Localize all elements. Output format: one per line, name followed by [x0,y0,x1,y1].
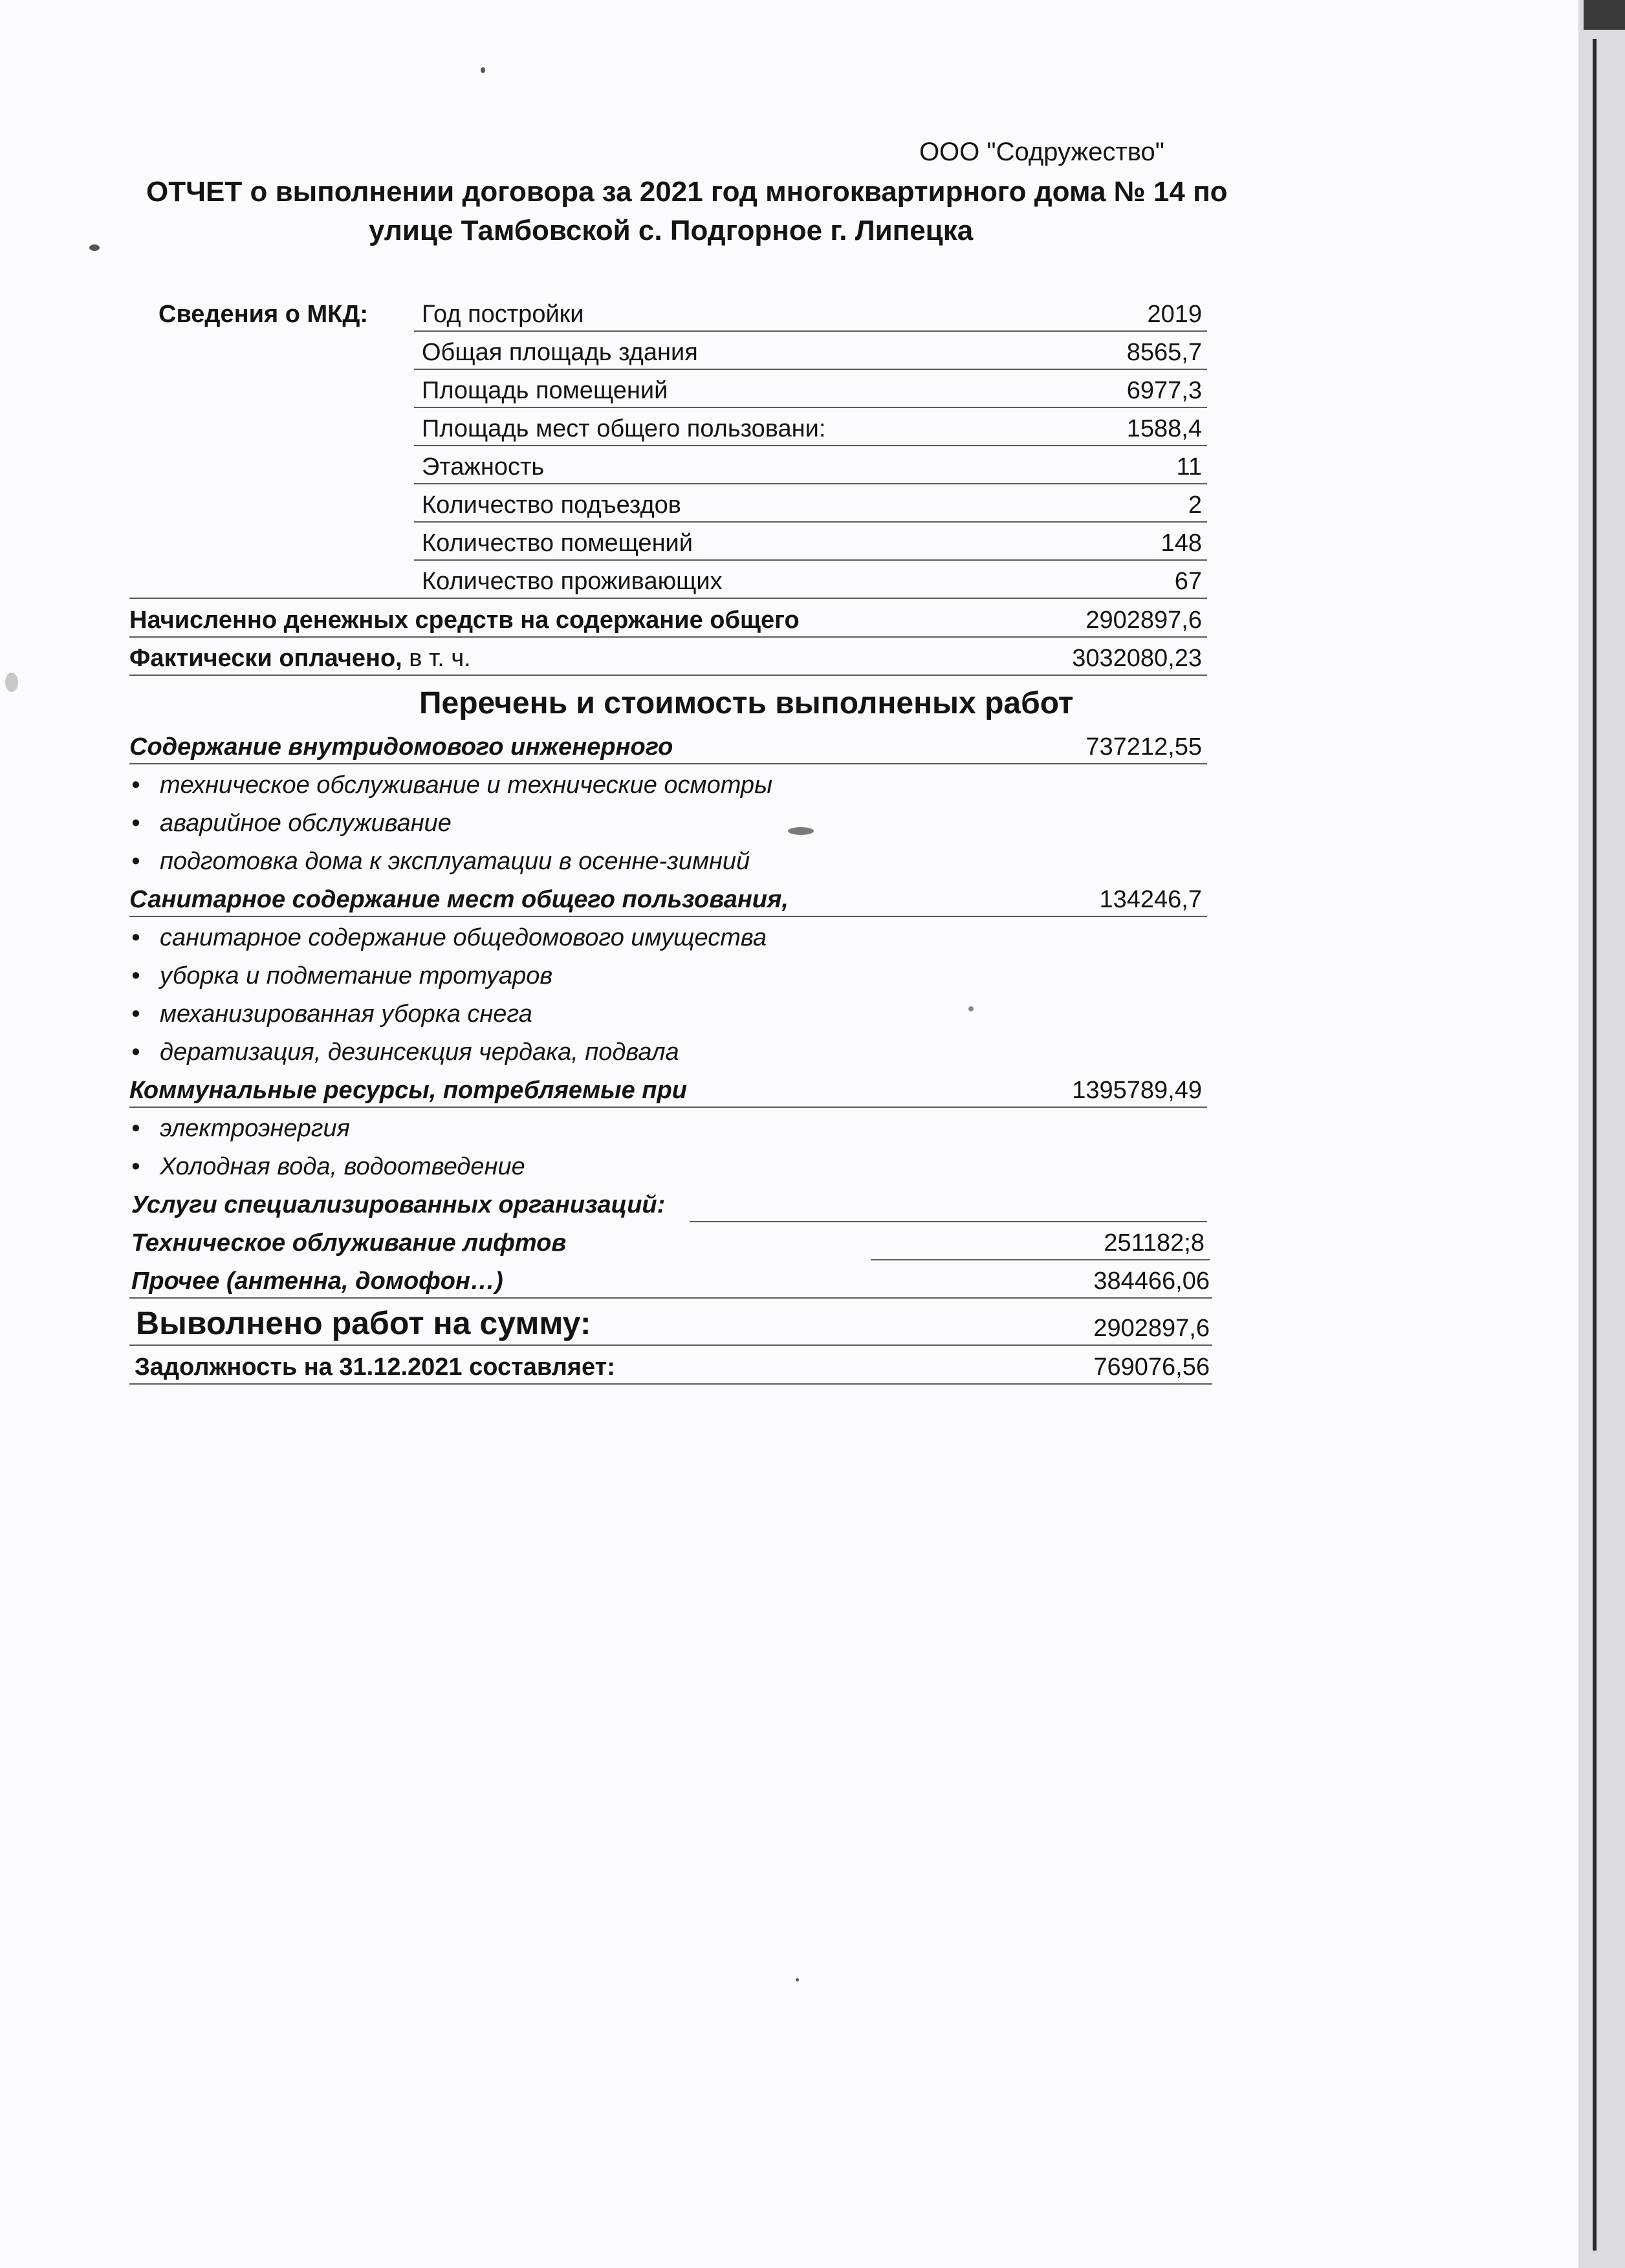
work-section-value: 134246,7 [1099,886,1202,913]
row-divider [129,1297,1212,1299]
work-section-sanitary [0,880,1578,917]
work-item [0,765,1578,803]
accrued-row [0,600,1578,638]
mkd-row-premises-area [0,371,1578,408]
specialized-row-value: 251182;8 [1104,1229,1205,1257]
work-section-utilities [0,1070,1578,1108]
paid-row [0,638,1578,676]
work-item [0,841,1578,879]
work-item-label: электроэнергия [160,1115,350,1142]
bullet-icon: • [131,1115,140,1142]
row-divider [129,1107,1207,1108]
row-divider [129,675,1207,676]
mkd-row-value: 67 [1174,568,1202,595]
mkd-row-residents [0,561,1578,599]
scanner-edge-line [1593,39,1597,2251]
work-item [0,1147,1578,1184]
row-divider [414,330,1207,332]
mkd-info-label: Сведения о МКД: [158,301,369,328]
mkd-row-value: 1588,4 [1126,415,1202,442]
debt-row [0,1347,1578,1385]
scan-speck [5,673,18,692]
bullet-icon: • [131,924,140,951]
mkd-row-label: Количество проживающих [422,568,723,595]
company-name: ООО "Содружество" [919,138,1164,166]
row-divider [414,445,1207,446]
mkd-row-premises-count [0,523,1578,561]
mkd-row-label: Этажность [422,453,545,481]
debt-label: Задолжность на 31.12.2021 составляет: [135,1354,615,1381]
bullet-icon: • [131,810,140,837]
paid-label-bold: Фактически оплачено, [129,645,402,672]
specialized-row-other [0,1261,1578,1299]
row-divider [129,636,1207,638]
mkd-row-label: Общая площадь здания [422,339,698,366]
mkd-row-label: Количество помещений [422,530,693,557]
work-section-label: Коммунальные ресурсы, потребляемые при [129,1077,687,1104]
total-done-value: 2902897,6 [1093,1315,1210,1342]
mkd-row-value: 2019 [1147,301,1202,328]
mkd-row-total-area [0,332,1578,370]
row-divider [129,1345,1212,1346]
work-section-value: 1395789,49 [1072,1077,1202,1104]
work-section-engineering [0,727,1578,764]
work-item [0,956,1578,993]
work-item-label: механизированная уборка снега [160,1000,532,1028]
work-section-value: 737212,55 [1085,733,1202,761]
mkd-row-common-area [0,409,1578,446]
row-divider [129,763,1207,764]
accrued-value: 2902897,6 [1085,607,1202,634]
bullet-icon: • [131,1153,140,1180]
mkd-row-value: 8565,7 [1126,339,1202,366]
scan-speck [481,67,485,73]
mkd-row-label: Год постройки [422,301,584,328]
total-done-row [0,1299,1578,1346]
work-item-label: Холодная вода, водоотведение [160,1153,525,1180]
debt-value: 769076,56 [1093,1354,1210,1381]
work-item-label: уборка и подметание тротуаров [160,962,553,989]
mkd-row-value: 148 [1161,530,1202,557]
accrued-label: Начисленно денежных средств на содержание общего [129,607,800,634]
work-item [0,994,1578,1031]
report-title-line-2: улице Тамбовской с. Подгорное г. Липецка [369,215,974,246]
scanner-edge [1578,0,1625,2268]
work-item-label: санитарное содержание общедомового имущества [160,924,767,951]
row-divider [129,598,1207,599]
work-item [0,1032,1578,1070]
row-divider [414,559,1207,561]
row-divider [414,369,1207,370]
bullet-icon: • [131,962,140,989]
mkd-row-year [0,294,1578,332]
mkd-row-floors [0,447,1578,484]
bullet-icon: • [131,772,140,799]
row-divider [690,1221,1207,1222]
work-item-label: аварийное обслуживание [160,810,452,837]
scan-speck [968,1006,974,1011]
row-divider [414,407,1207,408]
row-divider [414,483,1207,484]
row-divider [414,521,1207,523]
specialized-row-value: 384466,06 [1093,1268,1210,1295]
row-divider [129,916,1207,917]
work-item-label: техническое обслуживание и технические осмотры [160,772,773,799]
bullet-icon: • [131,1039,140,1066]
mkd-row-label: Количество подъездов [422,491,681,519]
row-divider [129,1383,1212,1385]
work-item [0,918,1578,955]
report-title-line-1: ОТЧЕТ о выполнении договора за 2021 год многоквартирного дома № 14 по [146,176,1228,208]
total-done-label: Выволнено работ на сумму: [136,1305,591,1341]
scanner-edge-tab [1584,0,1625,30]
mkd-row-label: Площадь мест общего пользовани: [422,415,826,442]
work-item-label: дератизация, дезинсекция чердака, подвала [160,1039,679,1066]
mkd-row-value: 6977,3 [1126,377,1202,404]
scan-speck [89,244,100,251]
scan-speck [796,1978,799,1982]
paid-value: 3032080,23 [1072,645,1202,672]
bullet-icon: • [131,848,140,875]
scan-speck [788,827,814,835]
mkd-row-label: Площадь помещений [422,377,668,404]
work-item [0,1108,1578,1146]
work-item-label: подготовка дома к эксплуатации в осенне-зимний [160,848,750,875]
specialized-services-label: Услуги специализированных организаций: [131,1191,666,1218]
specialized-row-lifts [0,1223,1578,1260]
mkd-row-value: 2 [1188,491,1202,519]
paid-label-normal: в т. ч. [402,645,471,672]
mkd-row-entrances [0,485,1578,523]
specialized-row-label: Техническое облуживание лифтов [131,1229,567,1257]
paid-label [129,646,471,671]
work-section-label: Содержание внутридомового инженерного [129,733,673,761]
bullet-icon: • [131,1000,140,1028]
specialized-services-header [0,1185,1578,1222]
mkd-row-value: 11 [1176,453,1202,481]
works-section-title: Перечень и стоимость выполненых работ [419,686,1074,720]
work-section-label: Санитарное содержание мест общего пользования, [129,886,789,913]
row-divider [871,1259,1210,1260]
work-item [0,803,1578,841]
specialized-row-label: Прочее (антенна, домофон…) [131,1268,503,1295]
